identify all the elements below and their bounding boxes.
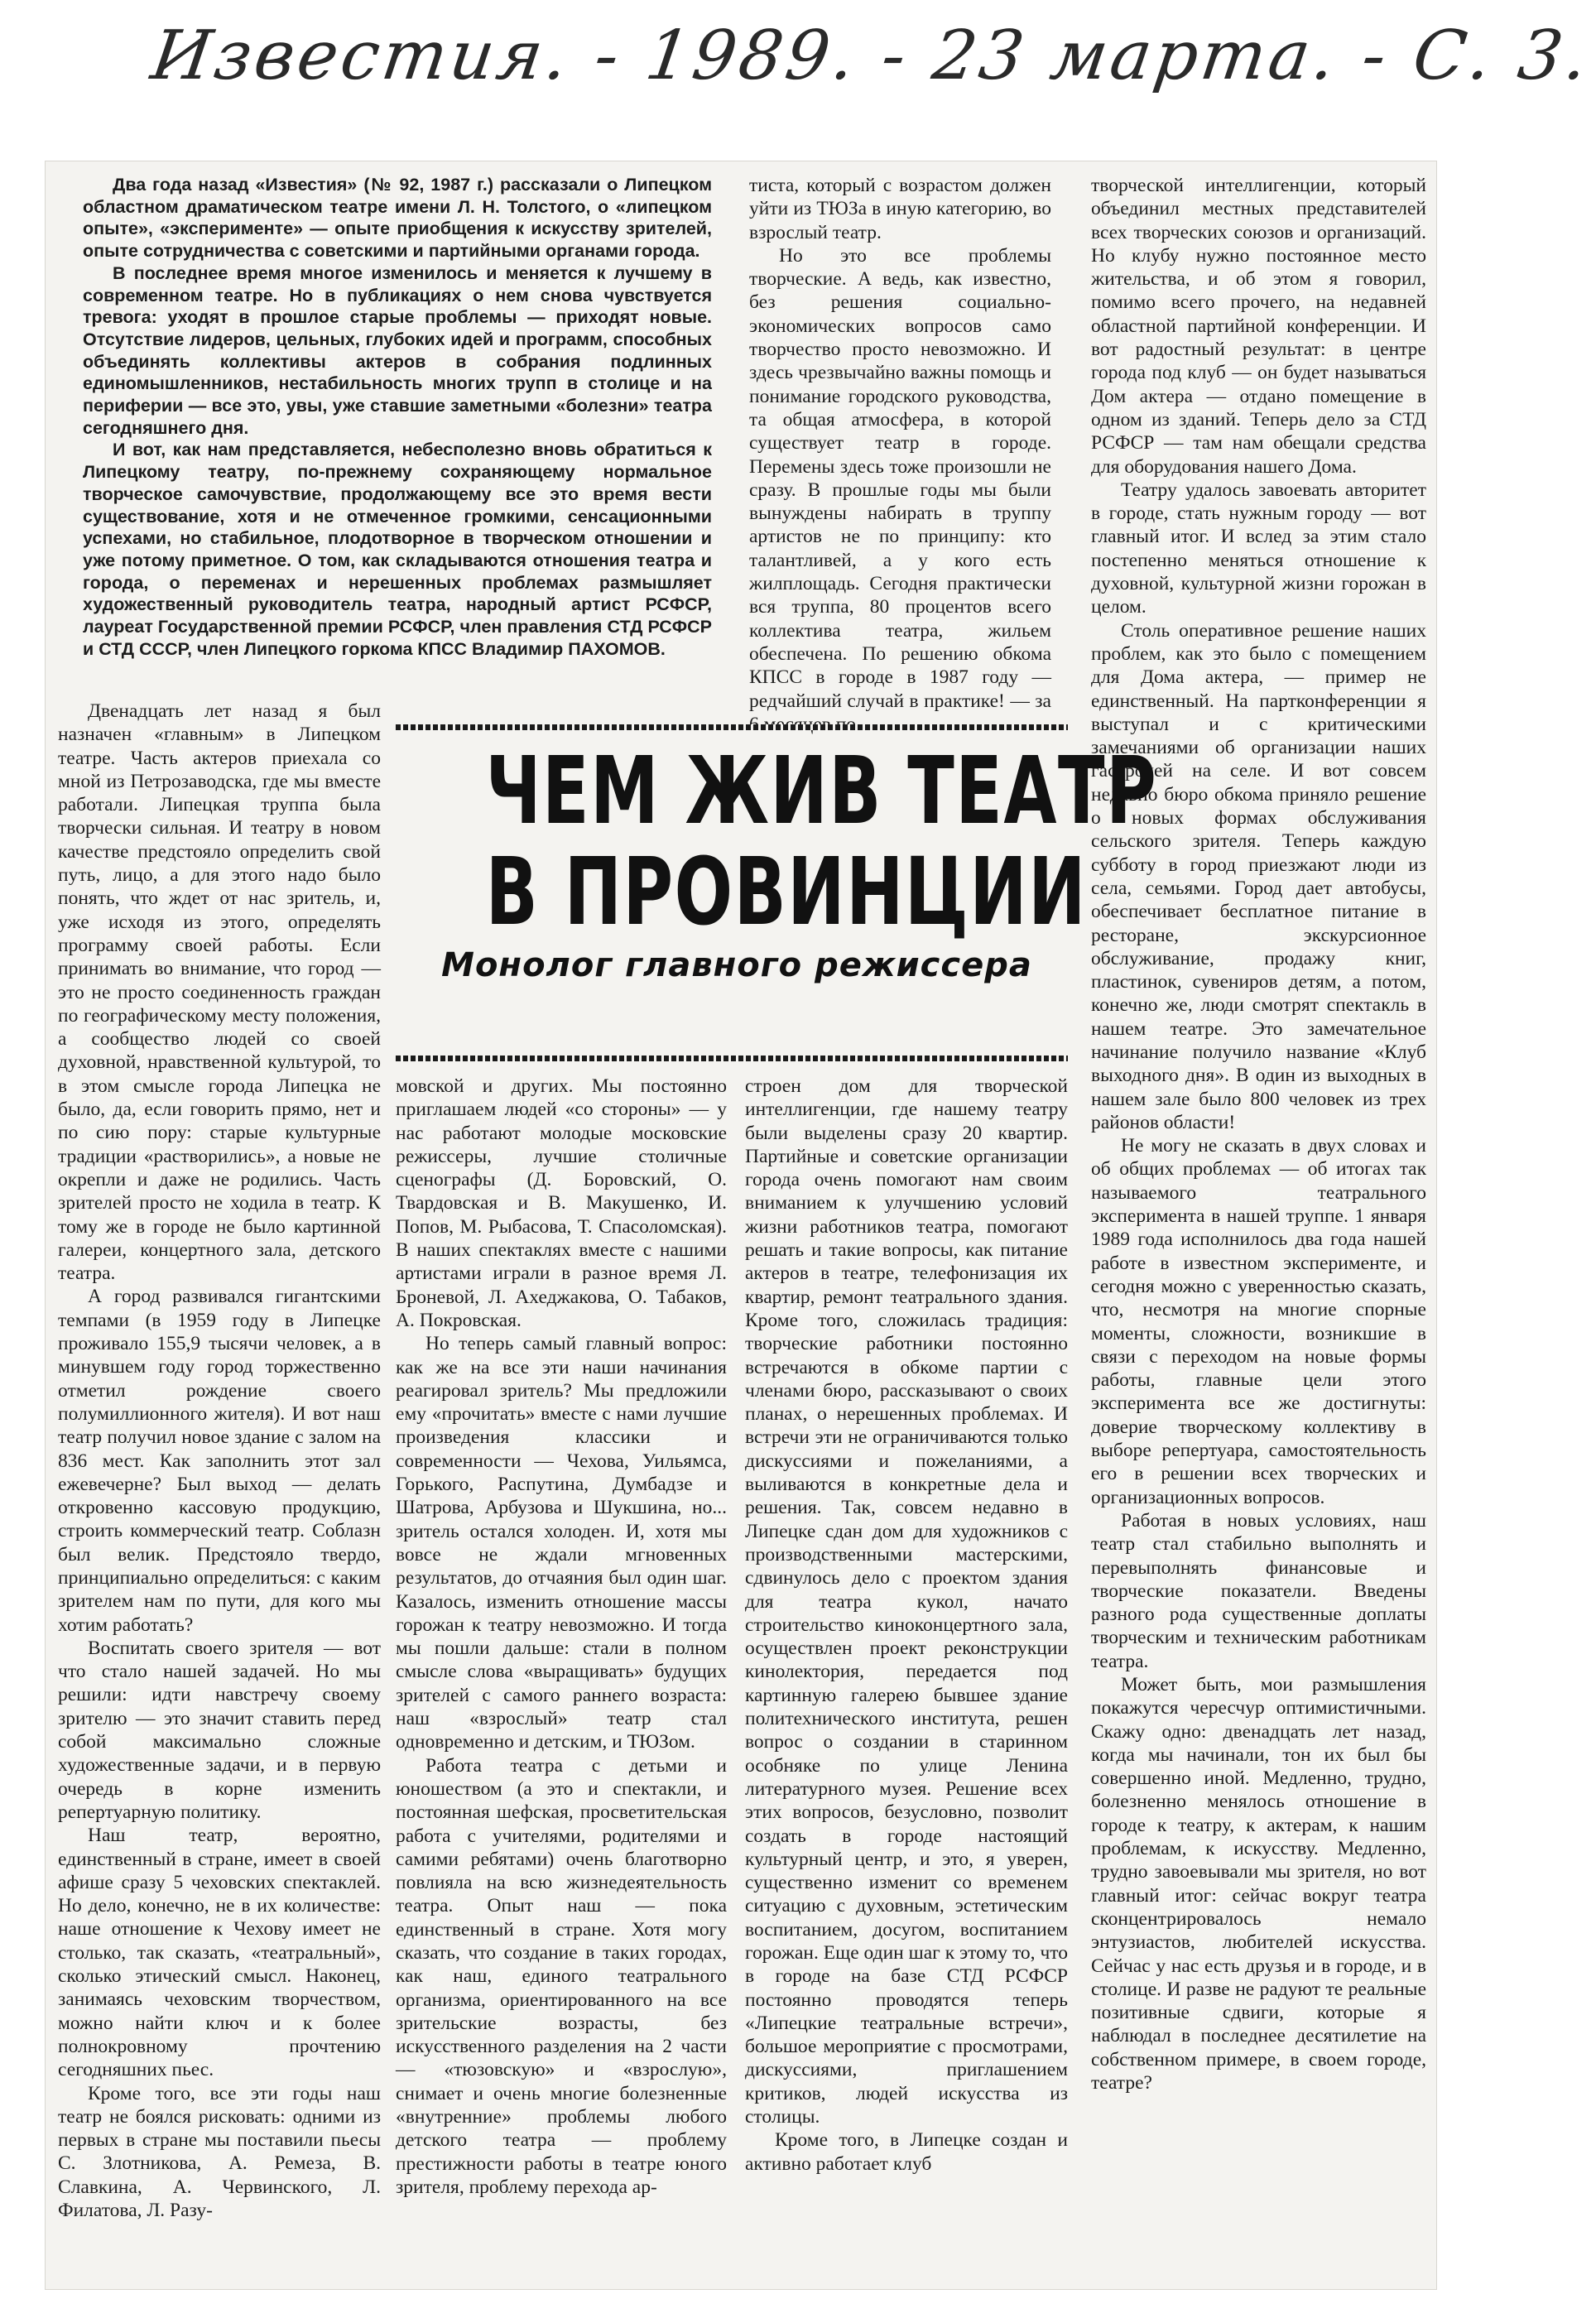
headline-line-2: В ПРОВИНЦИИ — [485, 839, 1087, 946]
paragraph: Может быть, мои размышления покажутся чересчур оптимистичными. Скажу одно: двенадцать лет назад, когда мы начинали, тон их был бы совершенно иной. Медленно, трудно, болезненно менялось отношение в городе к театру, к актерам, к нашим проблемам, к искусству. Медленно, трудно завоевывали мы зрителя, но вот главный итог: сейчас вокруг театра сконцентрировалось немало энтузиастов, любителей искусства. Сейчас у нас есть друзья и в городе, и в столице. И разве не радуют те реальные позитивные сдвиги, которые я наблюдал в последнее десятилетие на собственном примере, в своем городе, театре? — [1091, 1674, 1426, 2094]
headline-line-1: ЧЕМ ЖИВ ТЕАТР — [485, 738, 1158, 845]
paragraph: мовской и других. Мы постоянно приглашаем людей «со стороны» — у нас работают молодые московские режиссеры, лучшие столичные сценографы (Д. Боровский, О. Твардовская и В. Макушенко, И. Попов, М. Рыбасова, Т. Спасоломская). В наших спектаклях вместе с нашими артистами играли в разное время Л. Броневой, Л. Ахеджакова, О. Табаков, А. Покровская. — [396, 1075, 727, 1331]
paragraph: Работа театра с детьми и юношеством (а это и спектакли, и постоянная шефская, просветительская работа с учителями, родителями и самими ребятами) очень благотворно повлияла на всю жизнедеятельность театра. Опыт наш — пока единственный в стране. Хотя могу сказать, что создание в таких городах, как наш, единого театрального организма, ориентированного на все зрительские возрасты, без искусственного разделения на 2 части — «тюзовскую» и «взрослую», снимает и очень многие болезненные «внутренние» проблемы любого детского театра — проблему престижности работы в театре юного зрителя, проблему перехода ар- — [396, 1754, 727, 2198]
paragraph: Кроме того, в Липецке создан и активно работает клуб — [745, 2129, 1068, 2175]
paragraph: Кроме того, все эти годы наш театр не боялся рисковать: одними из первых в стране мы поставили пьесы С. Злотникова, А. Ремеза, В. Славкина, А. Червинского, Л. Филатова, Л. Разу- — [58, 2082, 381, 2221]
column-2 — [396, 1075, 727, 2275]
lead-intro — [83, 174, 712, 700]
column-4 — [1091, 174, 1426, 2277]
paragraph: творческой интеллигенции, который объединил местных представителей всех творческих союзов и организаций. Но клубу нужно постоянное место жительства, и об этом я говорил, помимо всего прочего, на недавней областной партийной конференции. И вот радостный результат: в центре города под клуб — он будет называться Дом актера — отдано помещение в одном из зданий. Теперь дело за СТД РСФСР — там нам обещали средства для оборудования нашего Дома. — [1091, 175, 1426, 478]
headline-subtitle: Монолог главного режиссера — [441, 946, 1032, 984]
paragraph: Но это все проблемы творческие. А ведь, как известно, без решения социально-экономических вопросов само творчество просто невозможно. И здесь чрезвычайно важны помощь и понимание городского руководства, та общая атмосфера, в которой существует театр в городе. Перемены здесь тоже произошли не сразу. В прошлые годы мы были вынуждены набирать в труппу артистов не по принципу: кто талантливей, а у кого есть жилплощадь. Сегодня практически вся труппа, 80 процентов всего коллектива театра, жильем обеспечена. По решению обкома КПСС в городе в 1987 году — редчайший случай в практике! — за — [749, 244, 1051, 712]
paragraph: Двенадцать лет назад я был назначен «главным» в Липецком театре. Часть актеров приехала со мной из Петрозаводска, где мы вместе работали. Липецкая труппа была творчески сильная. И театру в новом качестве предстояло определить свой путь, лицо, а для этого надо было понять, что ждет от нас зритель, и, уже исходя из этого, определять программу своей работы. Если принимать во внимание, что город — это не просто соединенность граждан по географическому месту положения, а сообщество людей со своей духовной, нравственной культурой, то в этом смысле города Липецка не было, да, если говорить прямо, нет и по сию пору: старые культурные традиции «растворились», а новые не окрепли и даже не родились. Часть зрителей просто не ходила в театр. К тому же в городе не было картинной галереи, концертного зала, детского театра. — [58, 700, 381, 1285]
paragraph: Работая в новых условиях, наш театр стал стабильно выполнять и перевыполнять финансовые и творческие показатели. Введены разного рода существенные доплаты творческим и техническим работникам театра. — [1091, 1509, 1426, 1672]
headline-block — [397, 738, 1158, 1039]
paragraph: строен дом для творческой интеллигенции, где нашему театру были выделены сразу 20 квартир. Партийные и советские организации города очень помогают нам своим вниманием к улучшению условий жизни работников театра, помогают решать и такие вопросы, как питание актеров в театре, телефонизация их квартир, ремонт театрального здания. Кроме того, сложилась традиция: творческие работники постоянно встречаются в обкоме партии с членами бюро, рассказывают о своих планах, о нерешенных проблемах. И встречи эти не ограничиваются только дискуссиями и пожеланиями, а выливаются в конкретные дела и решения. Так, совсем недавно в Липецке сдан дом для художников с производственными мастерскими, сдвинулось дело с проектом здания для театра кукол, начато строительство киноконцертного зала, осуществлен проект реконструкции кинолектория, передается под картинную галерею бывшее здание политехнического института, решен вопрос о создании в старинном особняке по улице Ленина литературного музея. Решение всех этих вопросов, безусловно, позволит создать в городе настоящий культурный центр, и это, я уверен, существенно изменит со временем ситуацию с духовным, эстетическим воспитанием, досугом, воспитанием горожан. Еще один шаг к этому то, что в городе на базе СТД РСФСР постоянно проводятся теперь «Липецкие театральные встречи», большое мероприятие с просмотрами, дискуссиями, приглашением критиков, людей искусства из столицы. — [745, 1075, 1068, 2128]
lead-paragraph: И вот, как нам представляется, небесполезно вновь обратиться к Липецкому театру, по-прежнему сохраняющему нормальное творческое самочувствие, продолжающему все это время вести существование, хотя и не отмеченное громкими, сенсационными успехами, но стабильное, плодотворное в творческом отношении и уже потому приметное. О том, как складываются отношения театра и города, о переменах и нерешенных проблемах размышляет художественный руководитель театра, народный артист РСФСР, лауреат Государственной премии РСФСР, член правления СТД РСФСР и СТД СССР, член Липецкого горкома КПСС Владимир ПАХОМОВ. — [83, 440, 712, 659]
column-1 — [58, 700, 381, 2277]
paragraph: Воспитать своего зрителя — вот что стало нашей задачей. Но мы решили: идти навстречу своему зрителю — это значит ставить перед собой максимально сложные художественные задачи, и в первую очередь в корне изменить репертуарную политику. — [58, 1637, 381, 1823]
column-3 — [745, 1075, 1068, 2275]
lead-paragraph: Два года назад «Известия» (№ 92, 1987 г.) рассказали о Липецком областном драматическом театре имени Л. Н. Толстого, о «липецком опыте», «эксперименте» — опыте приобщения к искусству зрителей, опыте сотрудничества с советскими и партийными органами города. — [83, 175, 712, 262]
headline-rule-top — [396, 724, 1068, 730]
paragraph: Но теперь самый главный вопрос: как же на все эти наши начинания реагировал зритель? Мы предложили ему «прочитать» вместе с нами лучшие произведения классики и современности — Чехова, Уильямса, Горького, Распутина, Думбадзе и Шатрова, Арбузова и Шукшина, но... зритель остался холоден. И, хотя мы вовсе не ждали мгновенных результатов, до отчаяния был один шаг. Казалось, изменить отношение массы горожан к театру невозможно. И тогда мы пошли дальше: стали в полном смысле слова «выращивать» будущих зрителей с самого раннего возраста: наш «взрослый» театр стал одновременно и детским, и ТЮЗом. — [396, 1333, 727, 1753]
paragraph: Не могу не сказать в двух словах и об общих проблемах — об итогах так называемого театрального эксперимента в нашей труппе. 1 января 1989 года исполнилось два года нашей работе в известном эксперименте, и сегодня можно с уверенностью сказать, что, несмотря на многие спорные моменты, сложности, возникшие в связи с переходом на новые формы работы, главные цели этого эксперимента все же достигнуты: доверие творческому коллективу в выборе репертуара, самостоятельность его в решении всех творческих и организационных вопросов. — [1091, 1135, 1426, 1508]
paragraph: Наш театр, вероятно, единственный в стране, имеет в своей афише сразу 5 чеховских спектаклей. Но дело, конечно, не в их количестве: наше отношение к Чехову имеет не столько, так сказать, «театральный», сколько этический смысл. Наконец, занимаясь чеховским творчеством, можно найти ключ и к более полнокровному прочтению сегодняшних пьес. — [58, 1825, 381, 2081]
paragraph: Театру удалось завоевать авторитет в городе, стать нужным городу — вот главный итог. И вслед за этим стало постепенно меняться отношение к духовной, культурной жизни горожан в целом. — [1091, 479, 1426, 618]
headline-rule-bottom — [396, 1056, 1068, 1061]
handwritten-source-note: Известия. - 1989. - 23 марта. - С. 3. — [147, 17, 1596, 95]
column-top-3 — [749, 174, 1051, 712]
paragraph: тиста, который с возрастом должен уйти из ТЮЗа в иную категорию, во взрослый театр. — [749, 175, 1051, 243]
paragraph: А город развивался гигантскими темпами (в 1959 году в Липецке проживало 155,9 тысячи человек, а в минувшем году город торжественно отметил рождение своего полумиллионного жителя). И вот наш театр получил новое здание с залом на 836 мест. Как заполнить этот зал ежевечерне? Был выход — делать откровенно кассовую продукцию, строить коммерческий театр. Соблазн был велик. Предстояло твердо, принципиально определиться: с каким зрителем нам по пути, для кого мы хотим работать? — [58, 1286, 381, 1636]
paragraph: Столь оперативное решение наших проблем, как это было с помещением для Дома актера, — пример не единственный. На партконференции я выступал и с критическими замечаниями об организации наших гастролей на селе. И вот совсем недавно бюро обкома приняло решение о новых формах обслуживания сельского зрителя. Теперь каждую субботу в город приезжают люди из села, семьями. Город дает автобусы, обеспечивает бесплатное питание в ресторане, экскурсионное обслуживание, продажу книг, пластинок, сувениров детям, а потом, конечно же, люди смотрят спектакль в нашем театре. Это замечательное начинание получило название «Клуб выходного дня». В один из выходных в нашем зале было 800 человек из трех районов области! — [1091, 619, 1426, 1133]
lead-paragraph: В последнее время многое изменилось и меняется к лучшему в современном театре. Но в публикациях о нем снова чувствуется тревога: уходят в прошлое старые проблемы — приходят новые. Отсутствие лидеров, цельных, глубоких идей и программ, способных объединять коллективы актеров в собрания подлинных единомышленников, нестабильность многих трупп в столице и на периферии — все это, увы, уже ставшие заметными «болезни» театра сегодняшнего дня. — [83, 262, 712, 438]
